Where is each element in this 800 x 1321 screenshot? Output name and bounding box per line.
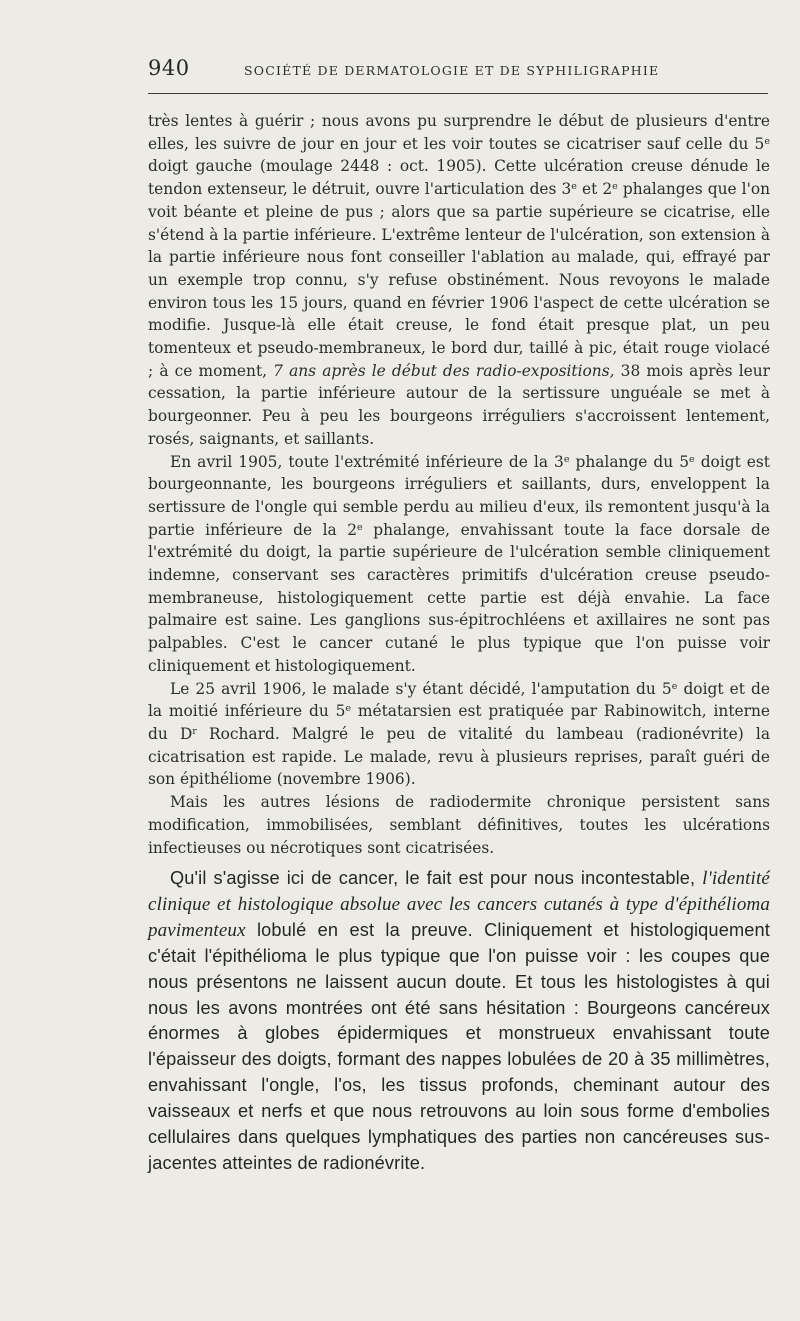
header-rule (148, 93, 768, 94)
body-text-lower (148, 866, 770, 1177)
text-span: phalange, envahissant toute la face dorsale de l'extrémité du doigt, la partie supérieure de l'ulcération semble cliniquement indemne, conservant ses caractères primitifs d'ulcération creuse pseudo-membraneuse, histologiquement cette partie est déjà envahie. La face palmaire est saine. Les ganglions sus-épitrochléens et axillaires ne sont pas palpables. C'est le cancer cutané le plus typique que l'on puisse voir cliniquement et histologiquement. (148, 520, 770, 675)
paragraph-5 (148, 866, 770, 1177)
running-title: SOCIÉTÉ DE DERMATOLOGIE ET DE SYPHILIGRAPHIE (244, 63, 660, 78)
superscript: e (689, 453, 695, 465)
superscript: r (192, 726, 197, 738)
paragraph-4: Mais les autres lésions de radiodermite chronique persistent sans modification, immobilisées, semblant définitives, toutes les ulcérations infectieuses ou nécrotiques sont cicatrisées. (148, 793, 770, 857)
text-span: En avril 1905, toute l'extrémité inférieure de la 3 (170, 452, 564, 471)
text-span: doigt gauche (moulage 2448 : oct. 1905). Cette ulcération creuse dénude le tendon extenseur, le détruit, ouvre l'articulation des 3 (148, 157, 770, 199)
paragraph-2 (148, 451, 770, 678)
superscript: e (571, 181, 577, 193)
superscript: e (563, 453, 570, 465)
text-span: Rochard. Malgré le peu de vitalité du lambeau (radionévrite) la cicatrisation est rapide. Le malade, revu à plusieurs reprises, paraît guéri de son épithéliome (novembre 1906). (148, 724, 770, 789)
text-span: doigt et de la moitié inférieure du 5 (148, 679, 770, 721)
page-number: 940 (148, 56, 190, 80)
text-span: métatarsien est pratiquée par Rabinowitch, interne du D (148, 702, 771, 743)
superscript: e (612, 181, 618, 193)
superscript: e (345, 703, 352, 715)
text-span: phalanges que l'on voit béante et pleine de pus ; alors que sa partie supérieure se cicatrise, elle s'étend à la partie inférieure. L'extrême lenteur de l'ulcération, son extension à la partie inférieure nous font conseiller l'ablation au malade, qui, effrayé par un exemple trop connu, s'y refuse obstinément. Nous revoyons le malade environ tous les 15 jours, quand en février 1906 l'aspect de cette ulcération se modifie. Jusque-là elle était creuse, le fond était presque plat, un peu tomenteux et pseudo-membraneux, le bord dur, taillé à pic, était rouge violacé ; à ce moment, (148, 180, 770, 380)
superscript: e (357, 521, 363, 533)
text-span: et 2 (576, 180, 613, 199)
text-span: Le 25 avril 1906, le malade s'y étant décidé, l'amputation du 5 (170, 679, 672, 698)
superscript: e (764, 135, 770, 147)
italic-span: l'identité clinique et histologique absolue avec les cancers cutanés à type d'épithélioma pavimenteux (148, 868, 770, 941)
italic-span: 7 ans après le début des radio-expositions, (273, 361, 615, 380)
text-span: très lentes à guérir ; nous avons pu surprendre le début de plusieurs d'entre elles, les suivre de jour en jour et les voir toutes se cicatriser sauf celle du 5 (148, 112, 770, 153)
body-text-upper (148, 110, 770, 859)
paragraph-3 (148, 678, 770, 792)
text-span: lobulé en est la preuve. Cliniquement et histologiquement c'était l'épithélioma le plus typique que l'on puisse voir : les coupes que nous présentons ne laissent aucun doute. Et tous les histologistes à qui nous les avons montrées ont été sans hésitation : Bourgeons cancéreux énormes à globes épidermiques et monstrueux envahissant toute l'épaisseur des doigts, formant des nappes lobulées de 20 à 35 millimètres, envahissant l'ongle, l'os, les tissus profonds, cheminant autour des vaisseaux et nerfs et que nous retrouvons au loin sous forme d'embolies cellulaires dans quelques lymphatiques des parties non cancéreuses sus-jacentes atteintes de radionévrite. (148, 919, 770, 1173)
superscript: e (671, 680, 678, 692)
text-span: Qu'il s'agisse ici de cancer, le fait est pour nous incontestable, (170, 868, 703, 888)
paragraph-1 (148, 110, 770, 451)
text-span: doigt est bourgeonnante, les bourgeons irréguliers et saillants, durs, enveloppent la sertissure de l'ongle qui semble perdu au milieu d'eux, ils remontent jusqu'à la partie inférieure de la 2 (148, 452, 770, 539)
running-head (148, 56, 768, 86)
text-span: phalange du 5 (569, 452, 690, 471)
text-span: 38 mois après leur cessation, la partie inférieure autour de la sertissure unguéale se met à bourgeonner. Peu à peu les bourgeons irréguliers s'accroissent lentement, rosés, saignants, et saillants. (148, 361, 770, 448)
